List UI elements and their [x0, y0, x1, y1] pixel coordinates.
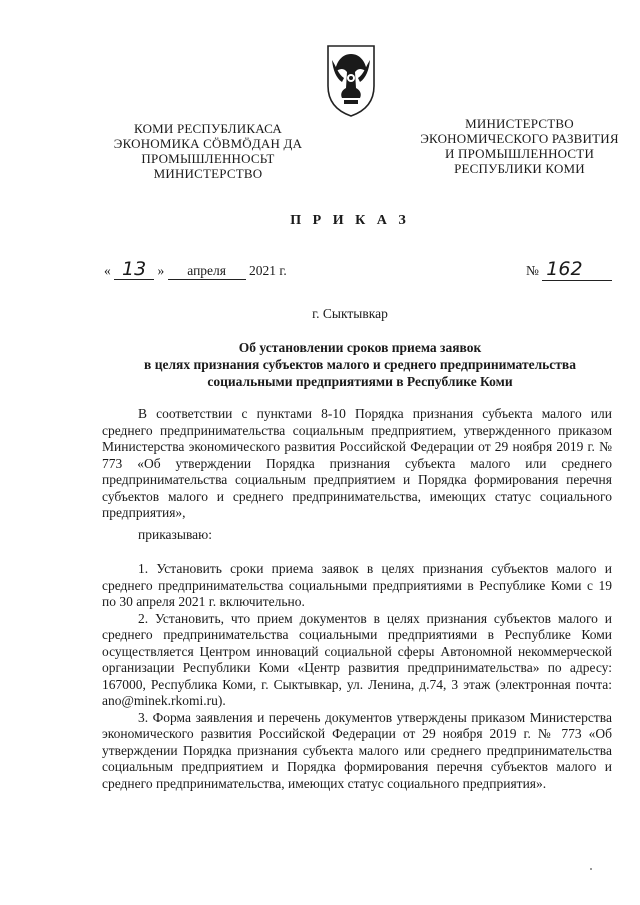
preamble-text: В соответствии с пунктами 8-10 Порядка признания субъекта малого или среднего предпринимательства социальным предприятием, утвержденного приказом Министерства экономического развития Российской Федерации от 29 ноября 2019 г. № 773 «Об утверждении Порядка признания субъекта малого или среднего предпринимательства социальным предприятием и Порядка формирования перечня субъектов малого и среднего предпринимательства, имеющих статус социального предприятия», — [102, 406, 612, 520]
date-open-quote: « — [104, 263, 111, 278]
date-month: апреля — [168, 263, 246, 280]
subject-line: социальными предприятиями в Республике Коми — [207, 374, 513, 389]
order-items — [102, 561, 612, 792]
date-year: 2021 г. — [249, 263, 287, 278]
subject-line: Об установлении сроков приема заявок — [238, 340, 482, 355]
date-day-handwritten: 13 — [122, 258, 147, 280]
date-close-quote: » — [157, 263, 165, 278]
order-number — [526, 258, 612, 281]
number-value-handwritten: 162 — [546, 258, 583, 280]
order-item-3: 3. Форма заявления и перечень документов утверждены приказом Министерства экономического развития Российской Федерации от 29 ноября 2019 г. № 773 «Об утверждении Порядка признания субъекта малого или среднего предпринимательства социальным предприятием и Порядка формирования перечня субъектов малого и среднего предпринимательства, имеющих статус социального предприятия». — [102, 709, 612, 791]
order-word-block — [102, 527, 612, 544]
header-left-line: МИНИСТЕРСТВО — [153, 166, 263, 181]
order-date — [104, 258, 287, 280]
header-left-line: ПРОМЫШЛЕННОСЬТ — [141, 151, 275, 166]
number-sign: № — [526, 263, 539, 278]
number-value-wrap — [542, 258, 612, 281]
subject-line: в целях признания субъектов малого и среднего предпринимательства — [144, 357, 576, 372]
city: г. Сыктывкар — [312, 306, 388, 321]
order-item-2: 2. Установить, что прием документов в целях признания субъектов малого и среднего предпринимательства социальными предприятиями в Республике Коми осуществляется Центром инноваций социальной сферы Автономной некоммерческой организации Республики Коми «Центр развития предпринимательства» по адресу: 167000, Республика Коми, г. Сыктывкар, ул. Ленина, д.74, 3 этаж (электронная почта: ano@minek.rkomi.ru). — [102, 610, 612, 708]
header-right-line: И ПРОМЫШЛЕННОСТИ — [444, 146, 595, 161]
header-left-line: КОМИ РЕСПУБЛИКАСА — [134, 121, 282, 136]
order-item-1: 1. Установить сроки приема заявок в целях признания субъектов малого и среднего предпринимательства социальными предприятиями в Республике Коми с 19 по 30 апреля 2021 г. включительно. — [102, 561, 612, 609]
order-word: приказываю: — [138, 527, 212, 542]
header-left-line: ЭКОНОМИКА СӦВМӦДАН ДА — [113, 136, 303, 151]
header-right-line: ЭКОНОМИЧЕСКОГО РАЗВИТИЯ — [420, 131, 619, 146]
coat-of-arms-icon — [322, 38, 380, 118]
page-mark — [590, 868, 592, 870]
order-subject — [100, 339, 620, 390]
date-day — [114, 258, 154, 280]
header-right-russian — [412, 116, 627, 176]
header-right-line: РЕСПУБЛИКИ КОМИ — [454, 161, 585, 176]
preamble — [102, 406, 612, 522]
header-right-line: МИНИСТЕРСТВО — [465, 116, 574, 131]
header-left-komi — [108, 121, 308, 181]
document-type-title: П Р И К А З — [290, 213, 410, 228]
